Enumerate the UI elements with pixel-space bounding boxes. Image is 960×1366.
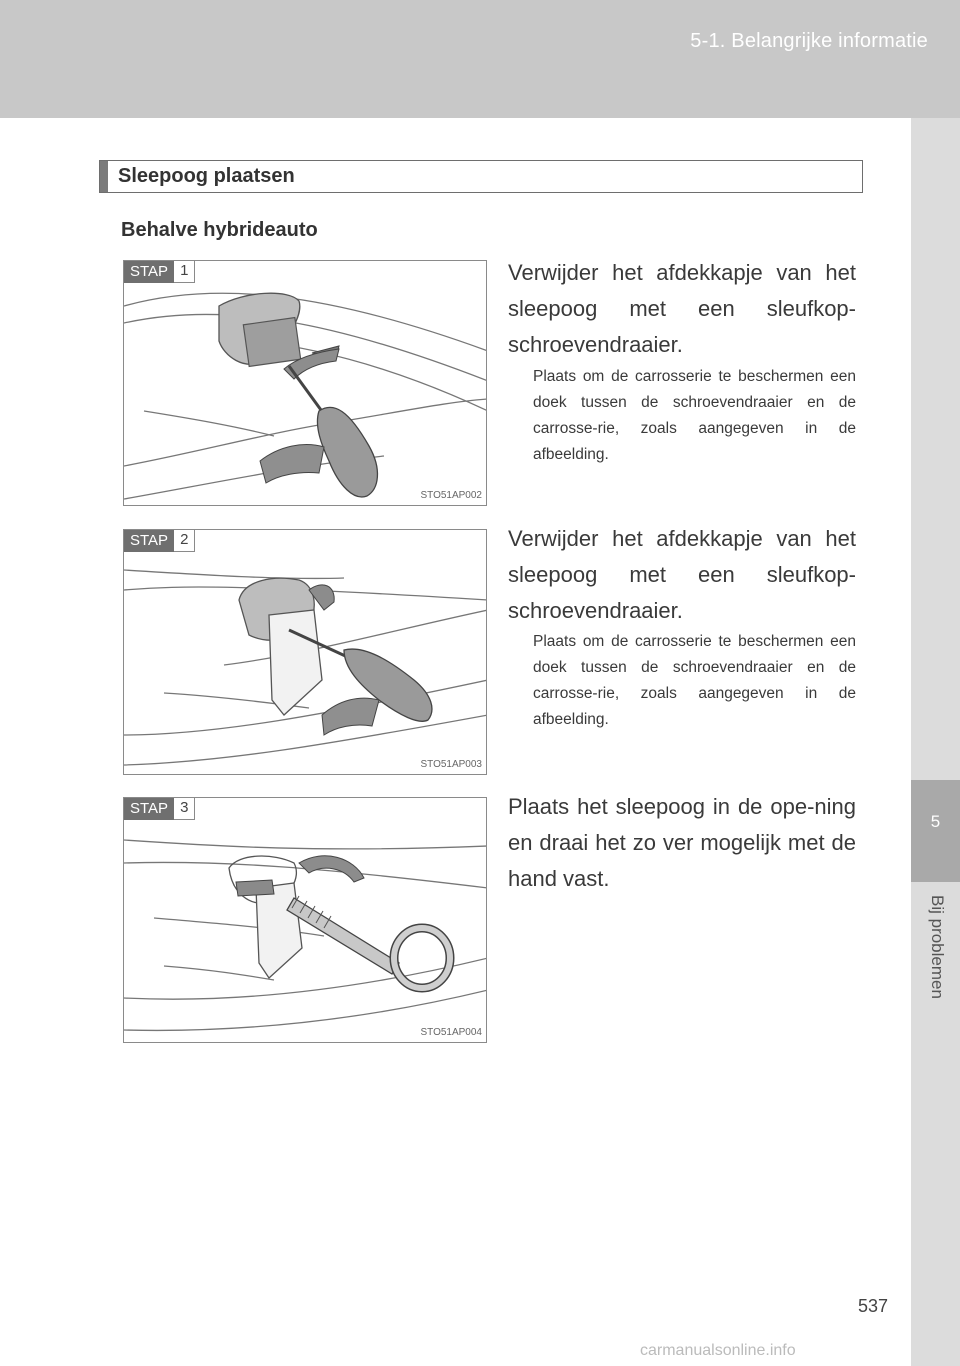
figure-step-2 bbox=[123, 529, 487, 775]
figure-step-3 bbox=[123, 797, 487, 1043]
figure-step-1 bbox=[123, 260, 487, 506]
chapter-title: 5-1. Belangrijke informatie bbox=[690, 30, 928, 52]
figure-code: STO51AP004 bbox=[420, 1027, 482, 1038]
step-badge-1 bbox=[124, 261, 195, 283]
step-label: STAP bbox=[124, 530, 174, 552]
figure-code: STO51AP003 bbox=[420, 759, 482, 770]
step-label: STAP bbox=[124, 798, 174, 820]
section-subtitle: Behalve hybrideauto bbox=[121, 219, 318, 241]
watermark: carmanualsonline.info bbox=[640, 1342, 796, 1359]
chapter-sidebar bbox=[911, 118, 960, 1366]
section-heading-bar bbox=[100, 161, 108, 192]
page-header bbox=[0, 0, 960, 118]
step-badge-3 bbox=[124, 798, 195, 820]
illustration-remove-cover bbox=[124, 261, 487, 506]
step-number: 2 bbox=[174, 530, 195, 552]
chapter-label: Bij problemen bbox=[928, 895, 947, 999]
page-number: 537 bbox=[858, 1296, 889, 1316]
section-title: Sleepoog plaatsen bbox=[118, 165, 295, 187]
step-2-note: Plaats om de carrosserie te beschermen een doek tussen de schroevendraaier en de carrosse-rie, zoals aangegeven in de afbeelding. bbox=[533, 633, 856, 728]
step-1-instruction: Verwijder het afdekkapje van het sleepoog met een sleufkop-schroevendraaier. bbox=[508, 260, 856, 357]
illustration-remove-cover-open bbox=[124, 530, 487, 775]
step-number: 3 bbox=[174, 798, 195, 820]
section-heading-box bbox=[99, 160, 863, 193]
step-2-instruction: Verwijder het afdekkapje van het sleepoog met een sleufkop-schroevendraaier. bbox=[508, 526, 856, 623]
step-number: 1 bbox=[174, 261, 195, 283]
step-1-note: Plaats om de carrosserie te beschermen een doek tussen de schroevendraaier en de carrosse-rie, zoals aangegeven in de afbeelding. bbox=[533, 368, 856, 463]
figure-code: STO51AP002 bbox=[420, 490, 482, 501]
step-badge-2 bbox=[124, 530, 195, 552]
chapter-number: 5 bbox=[930, 812, 941, 831]
step-label: STAP bbox=[124, 261, 174, 283]
illustration-install-tow-hook bbox=[124, 798, 487, 1043]
step-3-instruction: Plaats het sleepoog in de ope-ning en draai het zo ver mogelijk met de hand vast. bbox=[508, 794, 856, 891]
